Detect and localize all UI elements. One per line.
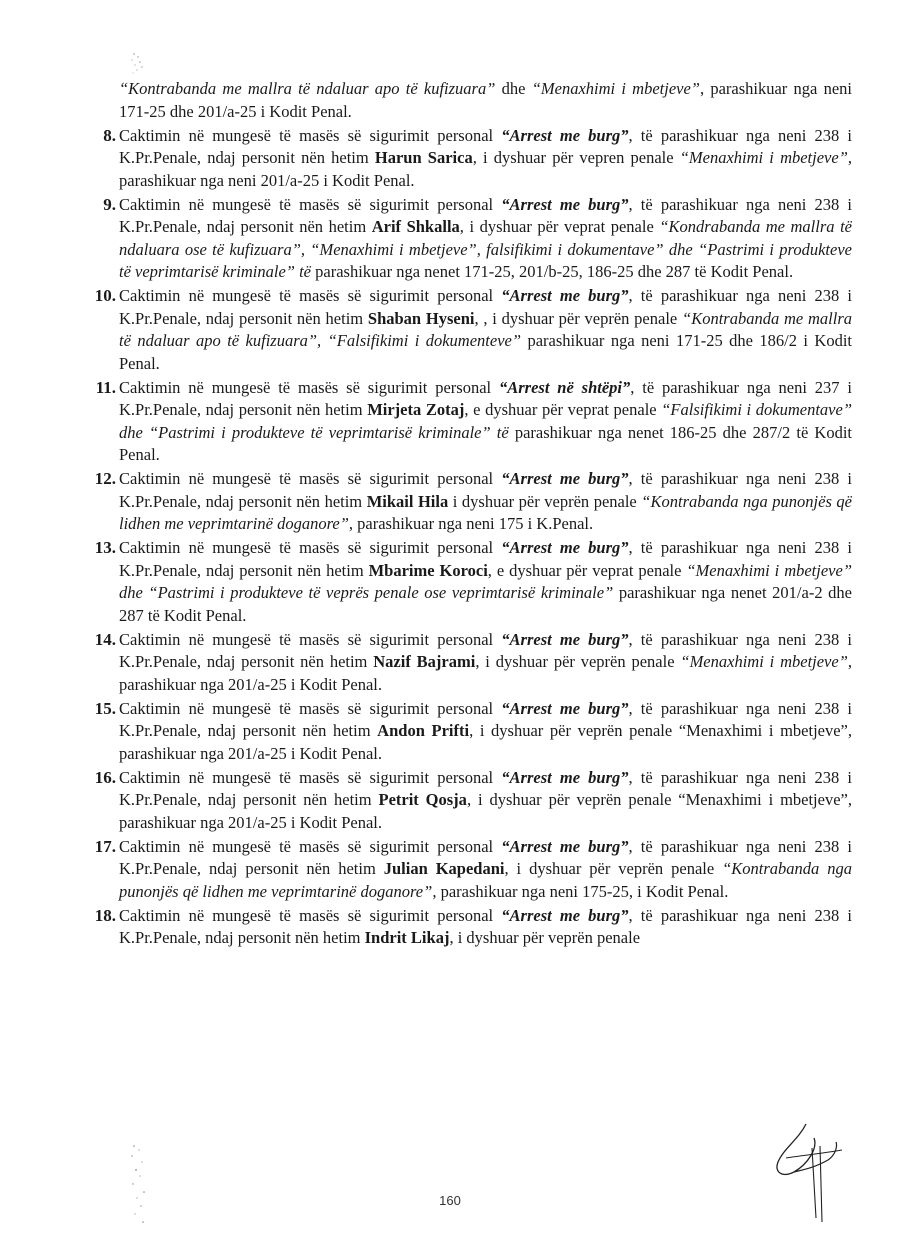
item-number: 18. [94, 905, 116, 925]
item-mid: , të parashikuar nga neni 238 i K.Pr.Penale, ndaj personit nën hetim [119, 698, 852, 740]
item-after: , i dyshuar për veprën penale [466, 790, 679, 809]
list-item-10 [94, 285, 853, 375]
item-offences: “Kontrabanda me mallra të ndaluar apo të kufizuara”, “Falsifikimi i dokumenteve” [119, 308, 853, 350]
item-tail: parashikuar nga nenet 201/a-2 dhe 287 të Kodit Penal. [119, 583, 853, 625]
item-after: , i dyshuar për vepren penale [472, 148, 680, 167]
item-lead: Caktimin në mungesë të masës së sigurimit personal [119, 698, 502, 718]
item-after: , i dyshuar për veprat penale [459, 217, 660, 236]
suspect-name: Julian Kapedani [383, 859, 505, 878]
item-measure: “Arrest me burg” [501, 286, 629, 305]
item-offences: “Menaxhimi i mbetjeve” [679, 148, 848, 167]
item-lead: Caktimin në mungesë të masës së sigurimit personal [119, 125, 502, 145]
suspect-name: Nazif Bajrami [373, 652, 476, 671]
suspect-name: Andon Prifti [377, 721, 470, 740]
item-after: i dyshuar për veprën penale [448, 491, 642, 511]
handwritten-signature [768, 1118, 846, 1228]
item-measure: “Arrest me burg” [501, 469, 629, 488]
item-number: 12. [94, 469, 116, 488]
item-tail: , parashikuar nga neni 201/a-25 i Kodit Penal. [119, 148, 852, 190]
item-tail: parashikuar nga nenet 171-25, 201/b-25, 186-25 dhe 287 të Kodit Penal. [311, 262, 794, 281]
list-item-9 [103, 194, 852, 284]
item-measure: “Arrest me burg” [501, 905, 629, 925]
item-number: 9. [103, 194, 116, 214]
item-mid: , të parashikuar nga neni 238 i K.Pr.Penale, ndaj personit nën hetim [119, 836, 852, 878]
item-measure: “Arrest me burg” [501, 538, 629, 557]
item-after: , i dyshuar për veprën penale [475, 652, 681, 671]
item-after: , i dyshuar për veprën penale [449, 928, 641, 947]
intro-offence-2: “Menaxhimi i mbetjeve” [531, 79, 700, 98]
item-tail: “Menaxhimi i mbetjeve”, parashikuar nga 201/a-25 i Kodit Penal. [119, 790, 852, 832]
item-after: , , i dyshuar për veprën penale [474, 308, 683, 328]
list-item-18 [94, 905, 852, 950]
item-mid: , të parashikuar nga neni 238 i K.Pr.Penale, ndaj personit nën hetim [119, 538, 852, 580]
item-number: 17. [94, 836, 116, 856]
item-after: , e dyshuar për veprat penale [464, 400, 662, 419]
list-item-17 [94, 836, 853, 904]
item-mid: , të parashikuar nga neni 237 i K.Pr.Penale, ndaj personit nën hetim [119, 377, 852, 419]
suspect-name: Mikail Hila [366, 491, 449, 511]
item-measure: “Arrest me burg” [501, 767, 629, 787]
item-number: 15. [94, 698, 116, 718]
suspect-name: Arif Shkalla [371, 217, 460, 236]
suspect-name: Mirjeta Zotaj [367, 400, 465, 419]
item-lead: Caktimin në mungesë të masës së sigurimit personal [119, 538, 502, 557]
item-lead: Caktimin në mungesë të masës së sigurimit personal [119, 629, 502, 649]
item-mid: , të parashikuar nga neni 238 i K.Pr.Penale, ndaj personit nën hetim [119, 286, 852, 328]
item-number: 16. [94, 767, 116, 787]
item-tail: , parashikuar nga neni 175-25, i Kodit Penal. [432, 881, 729, 901]
item-measure: “Arrest me burg” [501, 836, 629, 856]
item-offences: “Kontrabanda nga punonjës që lidhen me veprimtarinë doganore” [119, 491, 852, 533]
item-number: 10. [94, 286, 116, 305]
suspect-name: Mbarime Koroci [368, 560, 488, 580]
item-tail: parashikuar nga nenet 186-25 dhe 287/2 të Kodit Penal. [119, 422, 852, 464]
item-lead: Caktimin në mungesë të masës së sigurimit personal [119, 905, 502, 925]
item-offences: “Falsifikimi i dokumentave” dhe “Pastrimi i produkteve të veprimtarisë kriminale” të [119, 400, 853, 442]
intro-paragraph [119, 78, 852, 123]
document-body [94, 78, 853, 950]
list-item-12 [94, 468, 852, 536]
item-mid: , të parashikuar nga neni 238 i K.Pr.Penale, ndaj personit nën hetim [119, 469, 852, 511]
item-offences: “Menaxhimi i mbetjeve” dhe “Pastrimi i produkteve të veprës penale ose veprimtarisë kriminale” [119, 560, 852, 602]
item-measure: “Arrest me burg” [501, 194, 629, 214]
item-mid: , të parashikuar nga neni 238 i K.Pr.Penale, ndaj personit nën hetim [119, 629, 852, 671]
item-lead: Caktimin në mungesë të masës së sigurimit personal [119, 767, 502, 787]
item-after: , e dyshuar për veprat penale [487, 560, 687, 580]
item-number: 13. [94, 538, 116, 557]
item-offences: “Kondrabanda me mallra të ndaluara ose të kufizuara”, “Menaxhimi i mbetjeve”, falsifikimi i dokumentave” dhe “Pastrimi i produkteve të veprimtarisë kriminale” të [119, 217, 852, 281]
item-number: 14. [94, 629, 116, 649]
suspect-name: Shaban Hyseni [367, 308, 475, 328]
list-item-11 [95, 377, 853, 467]
intro-rest: , parashikuar nga neni 171-25 dhe 201/a-25 i Kodit Penal. [119, 79, 852, 121]
list-item-16 [94, 767, 852, 835]
intro-offence-1: “Kontrabanda me mallra të ndaluar apo të kufizuara” [119, 79, 496, 98]
item-tail: parashikuar nga neni 171-25 dhe 186/2 i Kodit Penal. [119, 331, 852, 373]
item-offences: “Kontrabanda nga punonjës që lidhen me veprimtarinë doganore” [119, 859, 853, 901]
item-measure: “Arrest me burg” [501, 629, 629, 649]
list-item-8 [103, 125, 852, 193]
list-item-15 [94, 698, 852, 766]
item-tail: , parashikuar nga neni 175 i K.Penal. [348, 514, 594, 533]
suspect-name: Harun Sarica [374, 148, 473, 167]
item-lead: Caktimin në mungesë të masës së sigurimit personal [119, 286, 502, 305]
list-item-14 [94, 629, 853, 697]
scan-margin-noise [128, 1140, 158, 1230]
item-mid: , të parashikuar nga neni 238 i K.Pr.Penale, ndaj personit nën hetim [119, 767, 852, 809]
item-after: , i dyshuar për veprën penale [469, 721, 679, 740]
item-measure: “Arrest me burg” [501, 698, 629, 718]
suspect-name: Indrit Likaj [364, 928, 450, 947]
item-measure: “Arrest në shtëpi” [499, 377, 631, 397]
item-measure: “Arrest me burg” [501, 125, 629, 145]
item-lead: Caktimin në mungesë të masës së sigurimit personal [119, 194, 502, 214]
item-number: 11. [95, 377, 116, 397]
item-mid: , të parashikuar nga neni 238 i K.Pr.Penale, ndaj personit nën hetim [119, 905, 852, 947]
item-tail: , parashikuar nga 201/a-25 i Kodit Penal. [119, 652, 853, 694]
list-item-13 [94, 537, 853, 627]
item-mid: , të parashikuar nga neni 238 i K.Pr.Penale, ndaj personit nën hetim [119, 125, 852, 167]
item-after: , i dyshuar për veprën penale [504, 859, 723, 878]
intro-and: dhe [495, 79, 532, 98]
item-offences: “Menaxhimi i mbetjeve” [680, 652, 848, 671]
suspect-name: Petrit Qosja [378, 790, 467, 809]
item-lead: Caktimin në mungesë të masës së sigurimit personal [119, 469, 502, 488]
item-lead: Caktimin në mungesë të masës së sigurimit personal [119, 377, 499, 397]
item-lead: Caktimin në mungesë të masës së sigurimit personal [119, 836, 502, 856]
item-number: 8. [103, 125, 116, 145]
item-mid: , të parashikuar nga neni 238 i K.Pr.Penale, ndaj personit nën hetim [119, 194, 852, 236]
scan-speckle-mark [126, 50, 152, 78]
item-tail: “Menaxhimi i mbetjeve”, parashikuar nga 201/a-25 i Kodit Penal. [119, 721, 852, 763]
page-number: 160 [439, 1193, 461, 1208]
